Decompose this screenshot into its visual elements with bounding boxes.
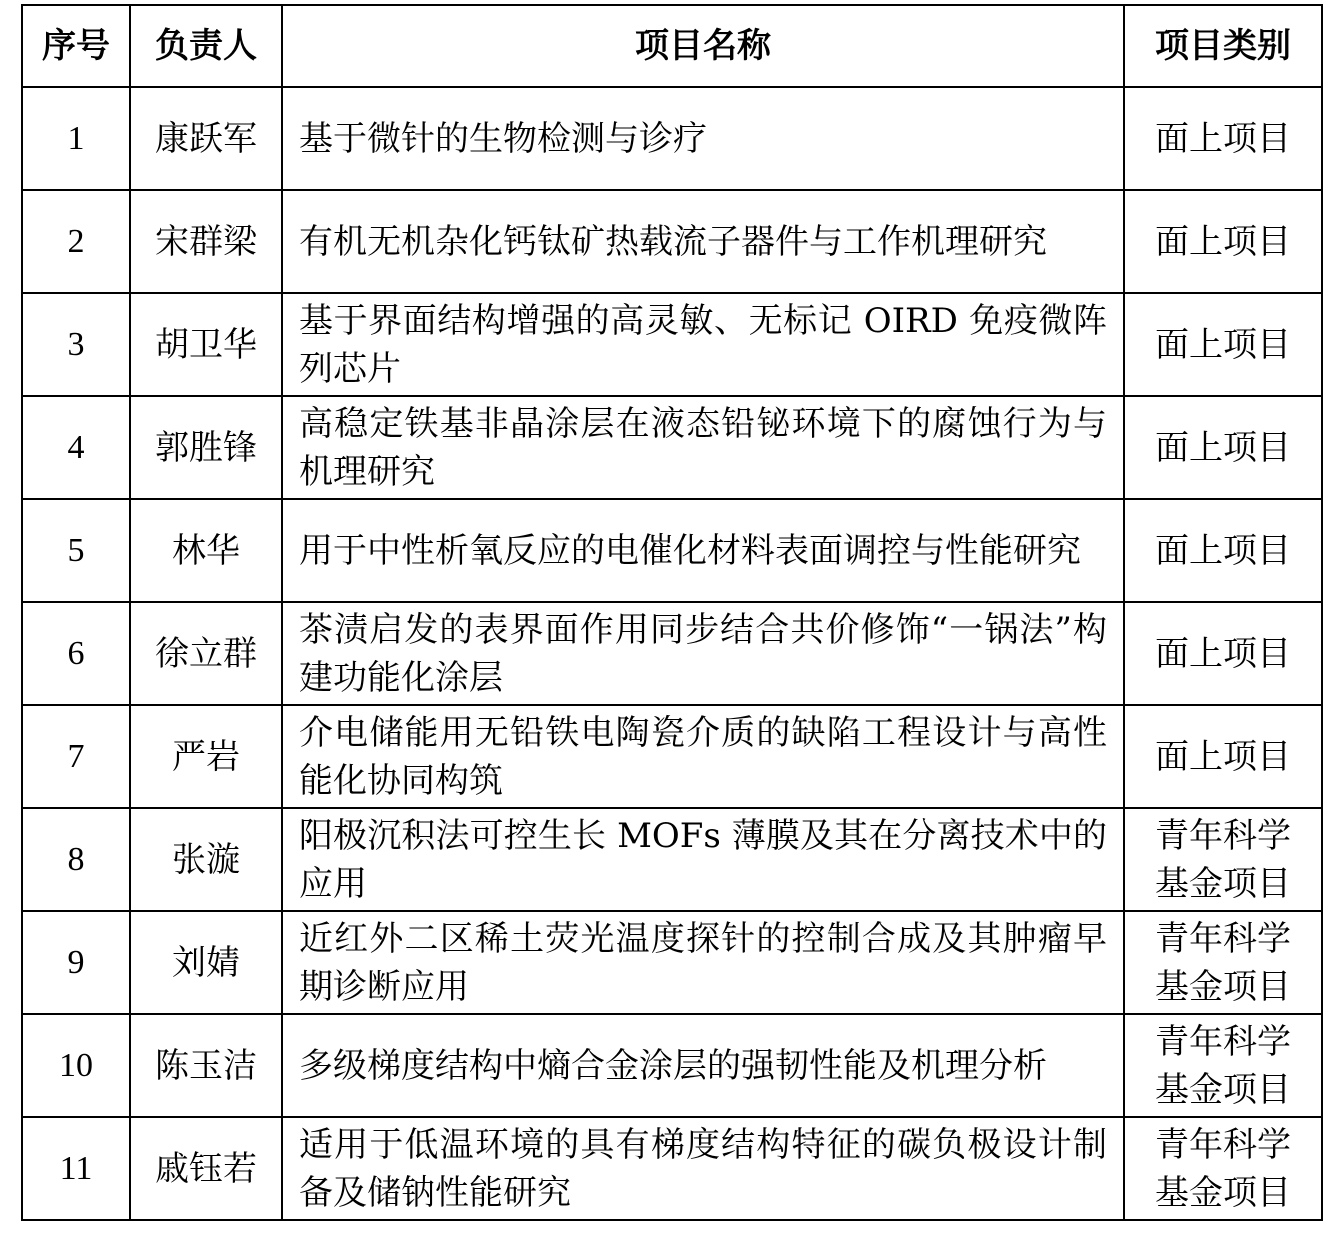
cell-type xyxy=(1124,911,1322,1014)
header-type: 项目类别 xyxy=(1124,5,1322,87)
cell-project-name: 用于中性析氧反应的电催化材料表面调控与性能研究 xyxy=(282,499,1124,602)
cell-lead: 戚钰若 xyxy=(130,1117,282,1220)
table-row xyxy=(22,293,1322,396)
cell-lead: 林华 xyxy=(130,499,282,602)
cell-no xyxy=(22,1014,130,1117)
cell-no xyxy=(22,1117,130,1220)
header-lead: 负责人 xyxy=(130,5,282,87)
cell-no xyxy=(22,808,130,911)
project-type: 面上项目 xyxy=(1155,324,1291,365)
project-type: 青年科学基金项目 xyxy=(1155,918,1291,1007)
cell-lead: 陈玉洁 xyxy=(130,1014,282,1117)
table-row xyxy=(22,602,1322,705)
row-number: 4 xyxy=(67,429,85,466)
cell-type xyxy=(1124,1014,1322,1117)
cell-no xyxy=(22,602,130,705)
project-type: 面上项目 xyxy=(1155,633,1291,674)
row-number: 9 xyxy=(67,944,85,981)
table-header-row xyxy=(22,5,1322,87)
cell-project-name: 介电储能用无铅铁电陶瓷介质的缺陷工程设计与高性能化协同构筑 xyxy=(282,705,1124,808)
table-row xyxy=(22,911,1322,1014)
row-number: 11 xyxy=(59,1150,93,1187)
table-row xyxy=(22,808,1322,911)
row-number: 7 xyxy=(67,738,85,775)
row-number: 2 xyxy=(67,223,85,260)
cell-project-name: 多级梯度结构中熵合金涂层的强韧性能及机理分析 xyxy=(282,1014,1124,1117)
project-type: 面上项目 xyxy=(1155,221,1291,262)
cell-lead: 严岩 xyxy=(130,705,282,808)
table-row xyxy=(22,190,1322,293)
projects-table xyxy=(21,4,1323,1221)
cell-type xyxy=(1124,293,1322,396)
cell-lead: 郭胜锋 xyxy=(130,396,282,499)
cell-type xyxy=(1124,87,1322,190)
project-type: 面上项目 xyxy=(1155,736,1291,777)
row-number: 8 xyxy=(67,841,85,878)
project-type: 青年科学基金项目 xyxy=(1155,815,1291,904)
row-number: 6 xyxy=(67,635,85,672)
cell-project-name: 适用于低温环境的具有梯度结构特征的碳负极设计制备及储钠性能研究 xyxy=(282,1117,1124,1220)
row-number: 5 xyxy=(67,532,85,569)
row-number: 10 xyxy=(59,1047,93,1084)
cell-no xyxy=(22,705,130,808)
project-type: 面上项目 xyxy=(1155,118,1291,159)
cell-no xyxy=(22,499,130,602)
cell-type xyxy=(1124,396,1322,499)
cell-type xyxy=(1124,190,1322,293)
table-row xyxy=(22,87,1322,190)
cell-no xyxy=(22,87,130,190)
project-type: 面上项目 xyxy=(1155,530,1291,571)
project-type: 青年科学基金项目 xyxy=(1155,1021,1291,1110)
header-name: 项目名称 xyxy=(282,5,1124,87)
row-number: 1 xyxy=(67,120,85,157)
cell-lead: 康跃军 xyxy=(130,87,282,190)
table-row xyxy=(22,705,1322,808)
cell-type xyxy=(1124,499,1322,602)
cell-type xyxy=(1124,808,1322,911)
project-type: 面上项目 xyxy=(1155,427,1291,468)
cell-no xyxy=(22,293,130,396)
header-no: 序号 xyxy=(22,5,130,87)
cell-lead: 宋群梁 xyxy=(130,190,282,293)
cell-lead: 徐立群 xyxy=(130,602,282,705)
cell-lead: 张漩 xyxy=(130,808,282,911)
cell-project-name: 茶渍启发的表界面作用同步结合共价修饰“一锅法”构建功能化涂层 xyxy=(282,602,1124,705)
cell-project-name: 基于微针的生物检测与诊疗 xyxy=(282,87,1124,190)
cell-type xyxy=(1124,705,1322,808)
table-row xyxy=(22,396,1322,499)
table-row xyxy=(22,1014,1322,1117)
cell-no xyxy=(22,911,130,1014)
cell-type xyxy=(1124,1117,1322,1220)
cell-no xyxy=(22,190,130,293)
project-type: 青年科学基金项目 xyxy=(1155,1124,1291,1213)
cell-project-name: 阳极沉积法可控生长 MOFs 薄膜及其在分离技术中的应用 xyxy=(282,808,1124,911)
table-row xyxy=(22,499,1322,602)
cell-no xyxy=(22,396,130,499)
cell-type xyxy=(1124,602,1322,705)
cell-project-name: 有机无机杂化钙钛矿热载流子器件与工作机理研究 xyxy=(282,190,1124,293)
row-number: 3 xyxy=(67,326,85,363)
cell-lead: 胡卫华 xyxy=(130,293,282,396)
table-row xyxy=(22,1117,1322,1220)
cell-project-name: 近红外二区稀土荧光温度探针的控制合成及其肿瘤早期诊断应用 xyxy=(282,911,1124,1014)
cell-lead: 刘婧 xyxy=(130,911,282,1014)
cell-project-name: 基于界面结构增强的高灵敏、无标记 OIRD 免疫微阵列芯片 xyxy=(282,293,1124,396)
cell-project-name: 高稳定铁基非晶涂层在液态铅铋环境下的腐蚀行为与机理研究 xyxy=(282,396,1124,499)
